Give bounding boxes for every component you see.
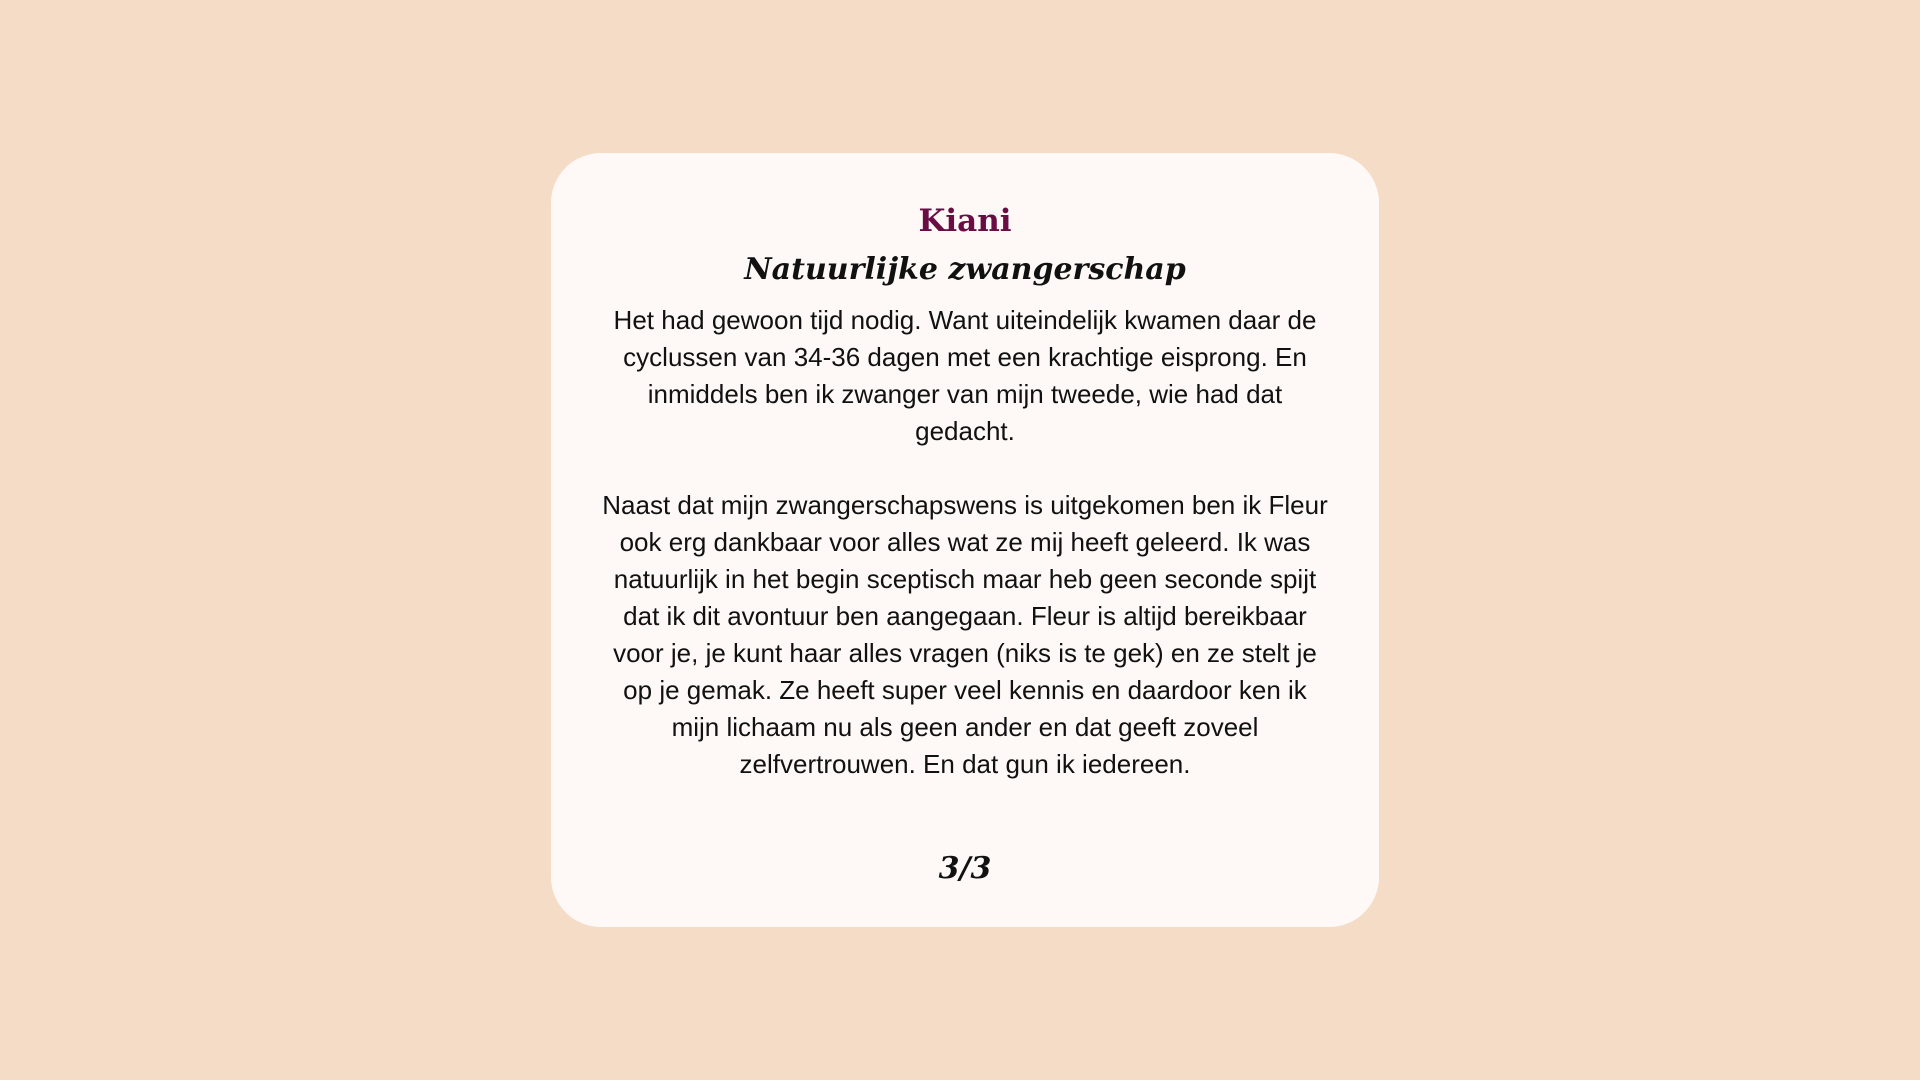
testimonial-paragraph: Naast dat mijn zwangerschapswens is uitgekomen ben ik Fleur ook erg dankbaar voor alles wat ze mij heeft geleerd. Ik was natuurlijk in het begin sceptisch maar heb geen seconde spijt dat ik dit avontuur ben aangegaan. Fleur is altijd bereikbaar voor je, je kunt haar alles vragen (niks is te gek) en ze stelt je op je gemak. Ze heeft super veel kennis en daardoor ken ik mijn lichaam nu als geen ander en dat geeft zoveel zelfvertrouwen. En dat gun ik iedereen. — [602, 490, 1328, 779]
testimonial-card — [551, 153, 1379, 927]
testimonial-author-name: Kiani — [918, 203, 1012, 239]
testimonial-paragraph: Het had gewoon tijd nodig. Want uiteindelijk kwamen daar de cyclussen van 34-36 dagen met een krachtige eisprong. En inmiddels ben ik zwanger van mijn tweede, wie had dat gedacht. — [613, 305, 1317, 446]
testimonial-subtitle: Natuurlijke zwangerschap — [744, 252, 1186, 287]
page-indicator: 3/3 — [938, 851, 992, 886]
testimonial-body — [596, 302, 1334, 783]
